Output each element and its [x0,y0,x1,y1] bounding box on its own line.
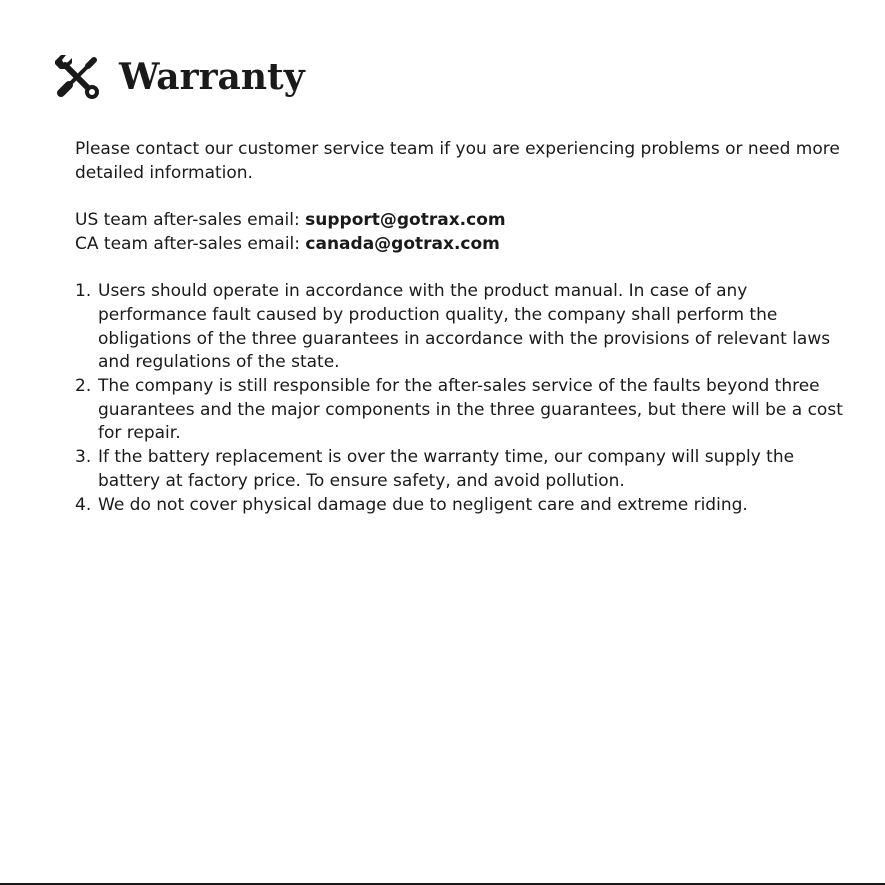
term-number: 4. [75,494,92,515]
term-text: If the battery replacement is over the warranty time, our company will supply the battery at factory price. To ensure safety, and avoid pollution. [98,447,795,491]
list-item [75,494,855,518]
term-text: Users should operate in accordance with the product manual. In case of any performance fault caused by production quality, the company shall perform the obligations of the three guarantees in accordance with the provisions of relevant laws and regulations of the state. [98,281,831,373]
warranty-terms-list [75,280,855,517]
term-number: 2. [75,376,92,396]
us-email-line [75,209,855,233]
us-email-label: US team after-sales email: [75,210,306,231]
page-title: Warranty [119,56,305,98]
list-item [75,280,855,375]
contact-emails [75,209,855,256]
term-text: We do not cover physical damage due to negligent care and extreme riding. [98,494,748,515]
warranty-content [75,138,855,517]
us-email-address[interactable]: support@gotrax.com [305,210,506,231]
warranty-header [52,52,305,102]
ca-email-line [75,233,855,257]
ca-email-address[interactable]: canada@gotrax.com [305,233,500,254]
wrench-screwdriver-icon [52,52,102,102]
term-number: 1. [75,281,92,302]
term-text: The company is still responsible for the after-sales service of the faults beyond three guarantees and the major components in the three guarantees, but there will be a cost for repair. [98,376,843,444]
list-item [75,375,855,446]
intro-paragraph: Please contact our customer service team if you are experiencing problems or need more detailed information. [75,139,840,183]
term-number: 3. [75,447,92,468]
ca-email-label: CA team after-sales email: [75,233,306,254]
list-item [75,446,855,493]
